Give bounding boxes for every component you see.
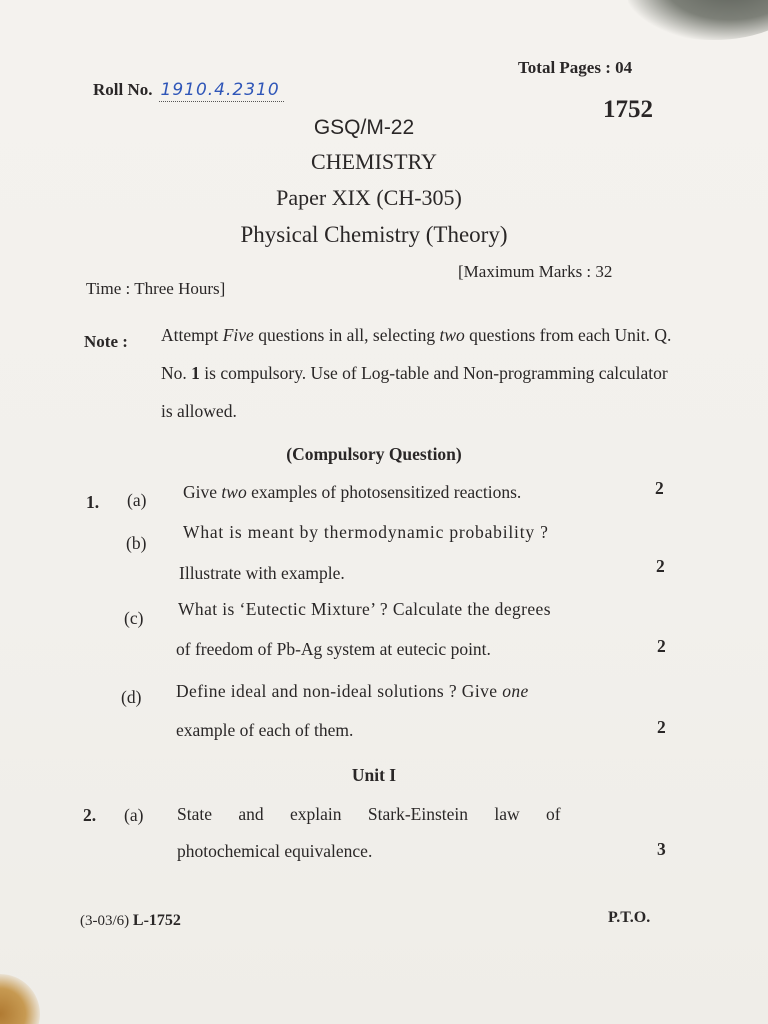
part-label-1b: (b) xyxy=(126,533,147,553)
corner-object xyxy=(0,974,40,1024)
question-text-1d-line1 xyxy=(176,681,529,702)
marks-1d: 2 xyxy=(657,717,666,737)
note-text-five: Five xyxy=(222,325,254,345)
compulsory-heading: (Compulsory Question) xyxy=(286,444,462,464)
paper-name: Physical Chemistry (Theory) xyxy=(240,222,508,247)
paper-title: Paper XIX (CH-305) xyxy=(276,185,462,210)
note-label: Note : xyxy=(84,332,128,351)
question-text-1c-line2: of freedom of Pb-Ag system at eutecic point. xyxy=(176,639,491,659)
roll-number xyxy=(93,80,284,102)
exam-code: GSQ/M-22 xyxy=(313,116,415,139)
paper-code: 1752 xyxy=(603,96,653,123)
q1a-text-pre: Give xyxy=(183,482,222,502)
footer-code xyxy=(80,912,181,930)
unit-heading: Unit I xyxy=(351,765,397,785)
question-number-2: 2. xyxy=(83,805,97,825)
note-text-qno: 1 xyxy=(191,363,200,383)
q1a-text-em: two xyxy=(221,482,247,502)
q1d-text-em: one xyxy=(502,681,529,701)
q1a-text-post: examples of photosensitized reactions. xyxy=(246,482,522,502)
question-text-1a xyxy=(183,482,521,503)
question-text-1d-line2: example of each of them. xyxy=(176,720,354,740)
note-text xyxy=(161,316,681,430)
marks-2a: 3 xyxy=(657,839,666,859)
note-text-2: questions in all, selecting xyxy=(253,325,440,345)
subject-title: CHEMISTRY xyxy=(311,149,437,174)
footer-left-code: (3-03/6) xyxy=(80,913,130,929)
q1d-text-pre: Define ideal and non-ideal solutions ? Give xyxy=(176,681,503,701)
corner-shadow xyxy=(628,0,768,40)
maximum-marks: [Maximum Marks : 32 xyxy=(458,262,613,281)
question-text-1b-line1: What is meant by thermodynamic probability ? xyxy=(183,522,549,542)
note-text-4: is compulsory. Use of Log-table and Non-programming calculator is allowed. xyxy=(161,363,668,421)
roll-value: 1910.4.2310 xyxy=(159,80,284,102)
part-label-1d: (d) xyxy=(121,687,142,707)
part-label-2a: (a) xyxy=(124,805,144,825)
marks-1b: 2 xyxy=(656,556,665,576)
question-text-1c-line1: What is ‘Eutectic Mixture’ ? Calculate the degrees xyxy=(178,599,551,619)
question-text-1b-line2: Illustrate with example. xyxy=(179,563,345,583)
question-text-2a-line2: photochemical equivalence. xyxy=(177,841,373,861)
footer-left-ref: L-1752 xyxy=(132,912,181,929)
note-text-1: Attempt xyxy=(161,325,223,345)
part-label-1a: (a) xyxy=(127,490,147,510)
time-allowed: Time : Three Hours] xyxy=(86,279,226,298)
pto-label: P.T.O. xyxy=(608,909,651,926)
note-text-two: two xyxy=(439,325,465,345)
note-text-3: questions from each Unit. Q. No. xyxy=(161,325,672,383)
question-text-2a-line1: State and explain Stark-Einstein law of xyxy=(177,804,561,824)
marks-1c: 2 xyxy=(657,636,666,656)
question-number-1: 1. xyxy=(86,492,100,512)
marks-1a: 2 xyxy=(655,478,664,498)
total-pages: Total Pages : 04 xyxy=(518,58,633,77)
part-label-1c: (c) xyxy=(124,608,144,628)
roll-label: Roll No. xyxy=(93,80,153,99)
